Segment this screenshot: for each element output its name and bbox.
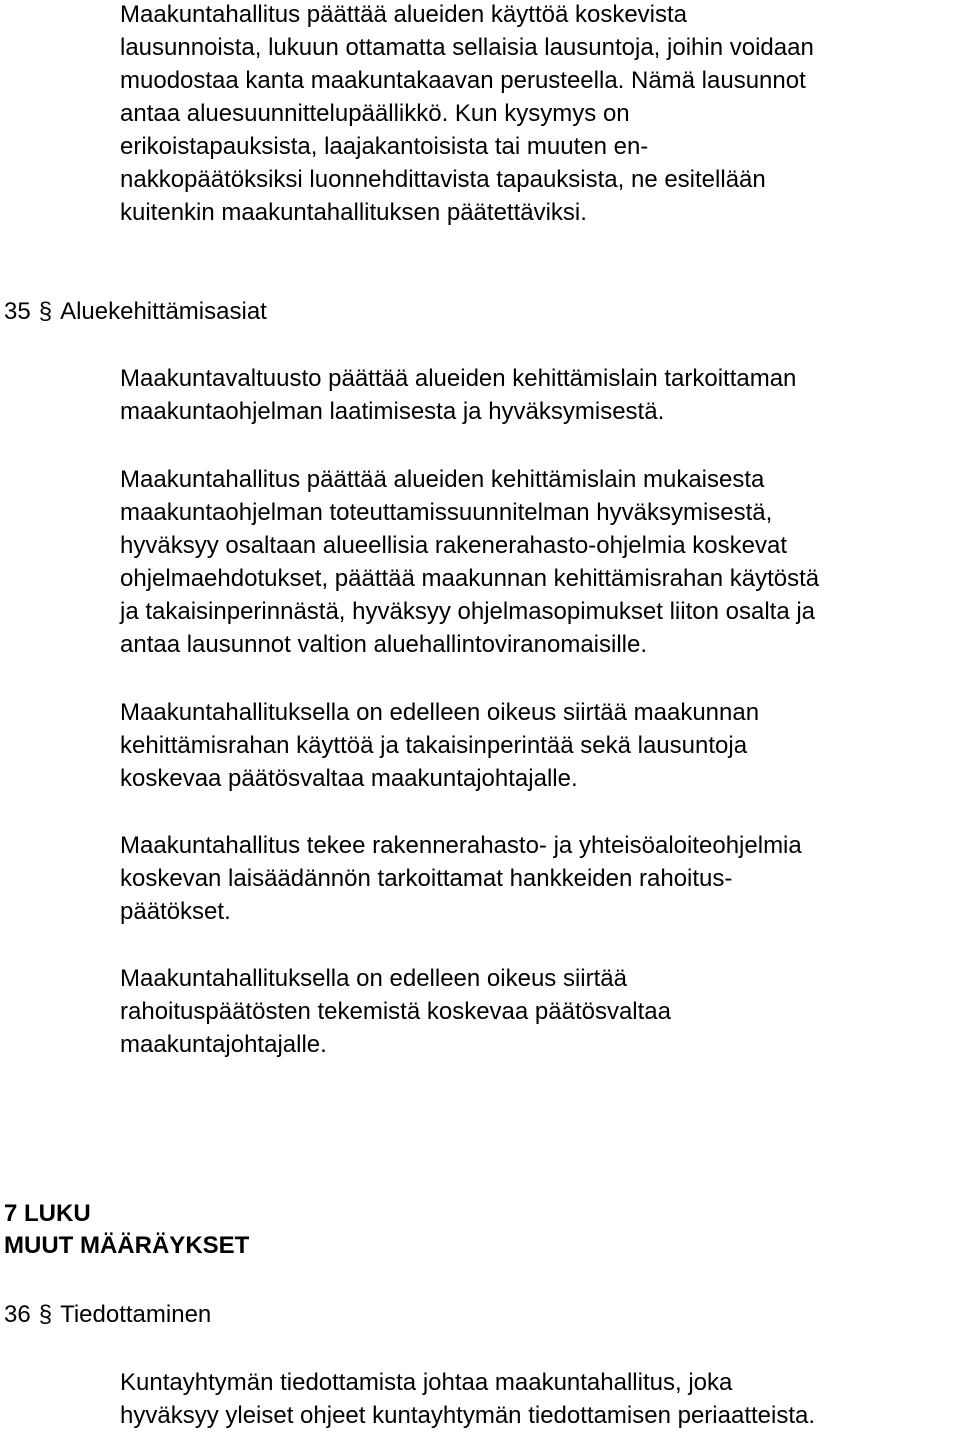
paragraph-communications [120,1366,960,1432]
text-line: hyväksyy yleiset ohjeet kuntayhtymän tiedottamisen periaatteista. [120,1402,816,1429]
chapter-number: 7 LUKU [4,1200,91,1227]
text-line: Maakuntahallitus päättää alueiden kehittämislain mukaisesta [120,466,765,493]
text-line: maakuntaohjelman laatimisesta ja hyväksymisestä. [120,398,665,425]
chapter-7-heading [4,1198,249,1262]
text-line: ja takaisinperinnästä, hyväksyy ohjelmasopimukset liiton osalta ja [120,598,816,625]
text-line: antaa aluesuunnittelupäällikkö. Kun kysymys on [120,100,630,127]
paragraph-area-use-statements [120,0,960,229]
text-line: kehittämisrahan käyttöä ja takaisinperintää sekä lausuntoja [120,732,748,759]
paragraph-structural-funds [120,829,960,928]
text-line: ohjelmaehdotukset, päättää maakunnan kehittämisrahan käytöstä [120,565,820,592]
section-number: 36 [4,1301,31,1328]
paragraph-delegation-development-funds [120,696,960,795]
text-line: antaa lausunnot valtion aluehallintoviranomaisille. [120,631,648,658]
text-line: koskevan laisäädännön tarkoittamat hankkeiden rahoitus- [120,865,733,892]
text-line: päätökset. [120,898,231,925]
text-line: maakuntajohtajalle. [120,1031,327,1058]
text-line: Maakuntahallitus päättää alueiden käyttöä koskevista [120,1,688,28]
text-line: koskevaa päätösvaltaa maakuntajohtajalle. [120,765,578,792]
paragraph-delegation-funding-decisions [120,962,960,1061]
section-sign: § [38,1301,53,1328]
paragraph-board-decisions [120,463,960,661]
section-36-heading [4,1298,211,1331]
section-sign: § [38,298,53,325]
text-line: hyväksyy osaltaan alueellisia rakenerahasto-ohjelmia koskevat [120,532,788,559]
text-line: Maakuntahallituksella on edelleen oikeus siirtää [120,965,627,992]
text-line: rahoituspäätösten tekemistä koskevaa päätösvaltaa [120,998,672,1025]
chapter-title: MUUT MÄÄRÄYKSET [4,1232,250,1259]
paragraph-regional-programme [120,362,960,428]
text-line: muodostaa kanta maakuntakaavan perusteella. Nämä lausunnot [120,67,806,94]
text-line: lausunnoista, lukuun ottamatta sellaisia lausuntoja, joihin voidaan [120,34,814,61]
section-35-heading [4,295,267,328]
text-line: Maakuntahallitus tekee rakennerahasto- ja yhteisöaloiteohjelmia [120,832,802,859]
section-title: Tiedottaminen [60,1301,212,1328]
section-title: Aluekehittämisasiat [60,298,267,325]
text-line: Maakuntavaltuusto päättää alueiden kehittämislain tarkoittaman [120,365,797,392]
text-line: kuitenkin maakuntahallituksen päätettäviksi. [120,199,587,226]
text-line: erikoistapauksista, laajakantoisista tai muuten en- [120,133,649,160]
text-line: Maakuntahallituksella on edelleen oikeus siirtää maakunnan [120,699,760,726]
text-line: Kuntayhtymän tiedottamista johtaa maakuntahallitus, joka [120,1369,733,1396]
text-line: nakkopäätöksiksi luonnehdittavista tapauksista, ne esitellään [120,166,766,193]
section-number: 35 [4,298,31,325]
text-line: maakuntaohjelman toteuttamissuunnitelman hyväksymisestä, [120,499,773,526]
